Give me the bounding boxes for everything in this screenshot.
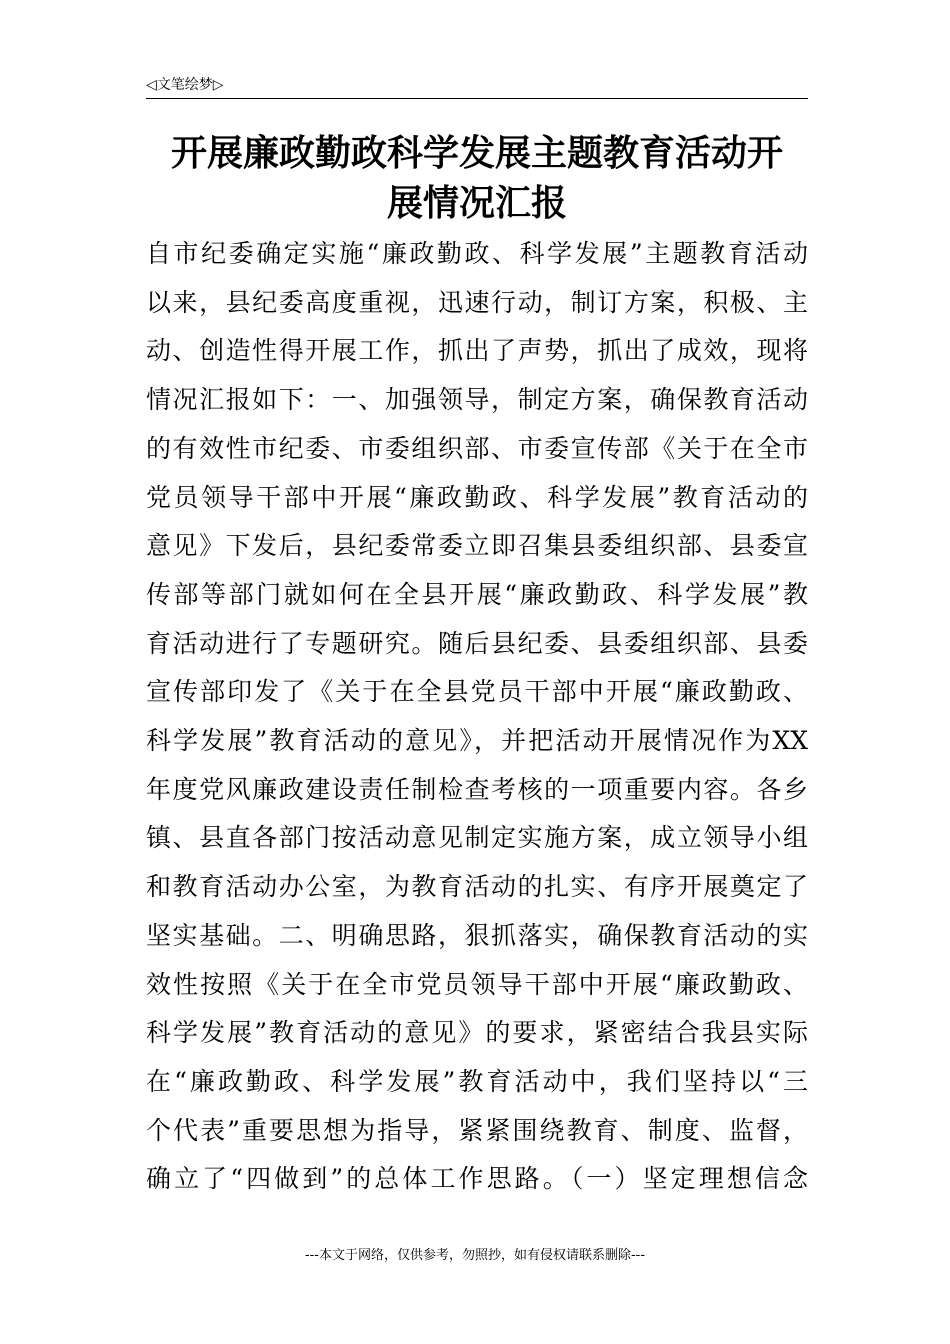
header-divider [146,98,808,99]
body-line: 坚实基础。二、明确思路，狠抓落实，确保教育活动的实 [146,920,808,950]
body-line: 在“廉政勤政、科学发展”教育活动中，我们坚持以“三 [146,1066,808,1096]
footer-disclaimer: ---本文于网络，仅供参考，勿照抄，如有侵权请联系删除--- [304,1248,646,1263]
body-line: 年度党风廉政建设责任制检查考核的一项重要内容。各乡 [146,774,808,804]
body-line: 的有效性市纪委、市委组织部、市委宣传部《关于在全市 [146,433,808,463]
body-line: 动、创造性得开展工作，抓出了声势，抓出了成效，现将 [146,336,808,366]
body-line: 科学发展”教育活动的意见》的要求，紧密结合我县实际 [146,1018,808,1048]
title-line: 开展廉政勤政科学发展主题教育活动开 [170,132,783,174]
body-line: 以来，县纪委高度重视，迅速行动，制订方案，积极、主 [146,287,808,317]
title-line: 展情况汇报 [386,182,567,224]
body-line: 自市纪委确定实施“廉政勤政、科学发展”主题教育活动 [146,239,808,268]
body-line: 育活动进行了专题研究。随后县纪委、县委组织部、县委 [146,628,808,658]
document-body [146,230,808,1204]
body-line: 传部等部门就如何在全县开展“廉政勤政、科学发展”教 [146,579,808,609]
body-line: 宣传部印发了《关于在全县党员干部中开展“廉政勤政、 [146,677,808,707]
body-line: 镇、县直各部门按活动意见制定实施方案，成立领导小组 [146,823,808,853]
body-line: 和教育活动办公室，为教育活动的扎实、有序开展奠定了 [146,872,808,902]
body-line: 效性按照《关于在全市党员领导干部中开展“廉政勤政、 [146,969,808,999]
body-line: 党员领导干部中开展“廉政勤政、科学发展”教育活动的 [146,482,808,512]
body-line: 意见》下发后，县纪委常委立即召集县委组织部、县委宣 [146,531,808,561]
header-brand-mark: ◁文笔绘梦▷ [146,77,224,93]
body-line: 个代表”重要思想为指导，紧紧围绕教育、制度、监督， [146,1115,808,1145]
body-line: 确立了“四做到”的总体工作思路。（一）坚定理想信念 [146,1164,808,1194]
document-title [140,128,814,228]
body-line: 科学发展”教育活动的意见》，并把活动开展情况作为XX [146,726,808,756]
body-line: 情况汇报如下：一、加强领导，制定方案，确保教育活动 [146,385,808,415]
